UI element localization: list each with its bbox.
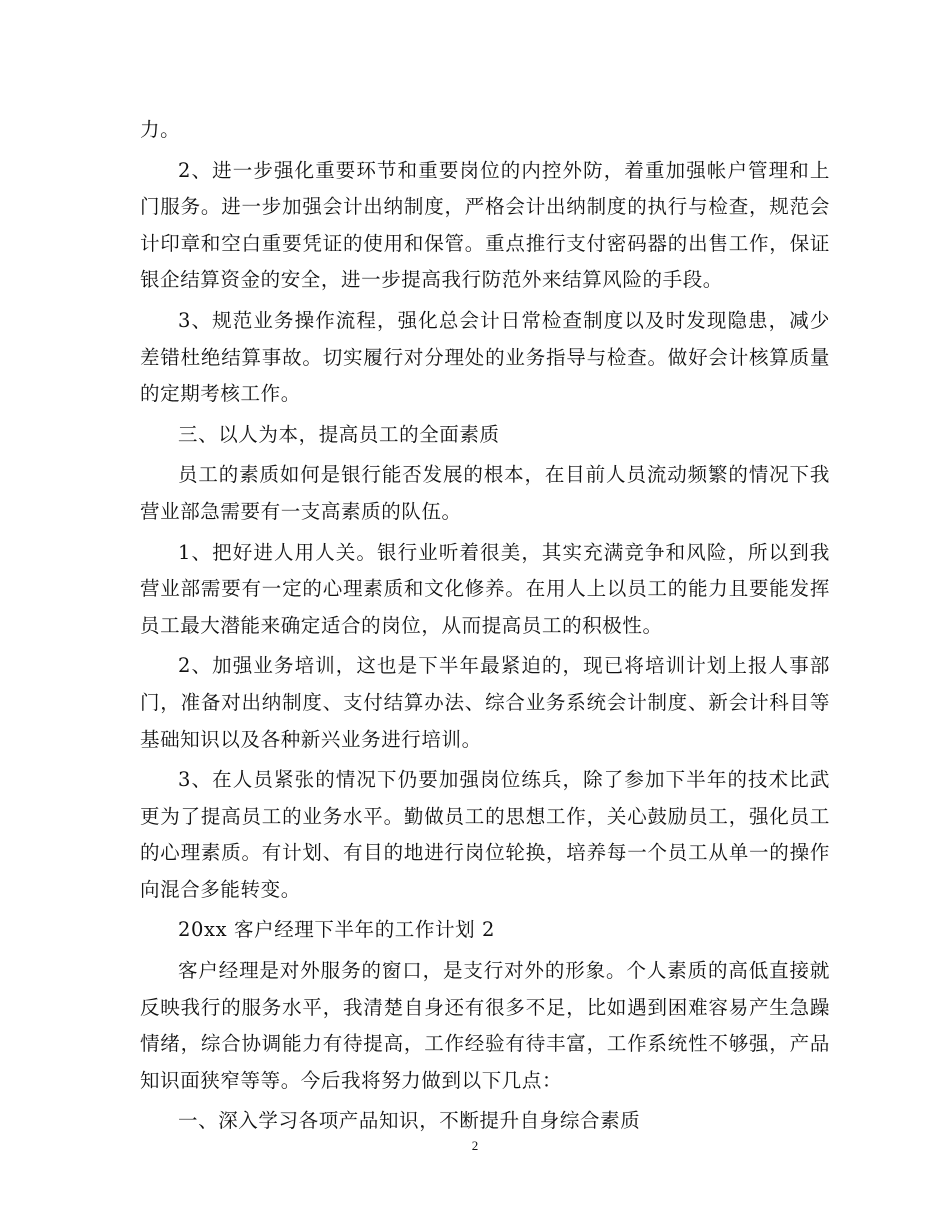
paragraph: 3、在人员紧张的情况下仍要加强岗位练兵，除了参加下半年的技术比武更为了提高员工的业务水平。勤做员工的思想工作，关心鼓励员工，强化员工的心理素质。有计划、有目的地进行岗位轮换，培养每一个员工从单一的操作向混合多能转变。	[140, 768, 830, 901]
paragraph: 2、进一步强化重要环节和重要岗位的内控外防，着重加强帐户管理和上门服务。进一步加强会计出纳制度，严格会计出纳制度的执行与检查，规范会计印章和空白重要凭证的使用和保管。重点推行支付密码器的出售工作，保证银企结算资金的安全，进一步提高我行防范外来结算风险的手段。	[140, 158, 830, 292]
paragraph: 员工的素质如何是银行能否发展的根本，在目前人员流动频繁的情况下我营业部急需要有一支高素质的队伍。	[140, 463, 830, 523]
page-number: 2	[471, 1138, 479, 1153]
paragraph: 1、把好进人用人关。银行业听着很美，其实充满竞争和风险，所以到我营业部需要有一定的心理素质和文化修养。在用人上以员工的能力且要能发挥员工最大潜能来确定适合的岗位，从而提高员工的积极性。	[140, 540, 830, 637]
paragraph: 力。	[140, 118, 181, 141]
document-subtitle: 20xx 客户经理下半年的工作计划 2	[178, 918, 496, 942]
section-heading: 一、深入学习各项产品知识，不断提升自身综合素质	[178, 1109, 641, 1133]
paragraph: 客户经理是对外服务的窗口，是支行对外的形象。个人素质的高低直接就反映我行的服务水平，我清楚自身还有很多不足，比如遇到困难容易产生急躁情绪，综合协调能力有待提高，工作经验有待丰富，工作系统性不够强，产品知识面狭窄等等。今后我将努力做到以下几点：	[140, 959, 830, 1092]
paragraph: 2、加强业务培训，这也是下半年最紧迫的，现已将培训计划上报人事部门，准备对出纳制度、支付结算办法、综合业务系统会计制度、新会计科目等基础知识以及各种新兴业务进行培训。	[140, 654, 830, 751]
paragraph: 3、规范业务操作流程，强化总会计日常检查制度以及时发现隐患，减少差错杜绝结算事故。切实履行对分理处的业务指导与检查。做好会计核算质量的定期考核工作。	[140, 308, 830, 406]
document-body	[140, 112, 830, 1144]
section-heading: 三、以人为本，提高员工的全面素质	[178, 422, 500, 446]
